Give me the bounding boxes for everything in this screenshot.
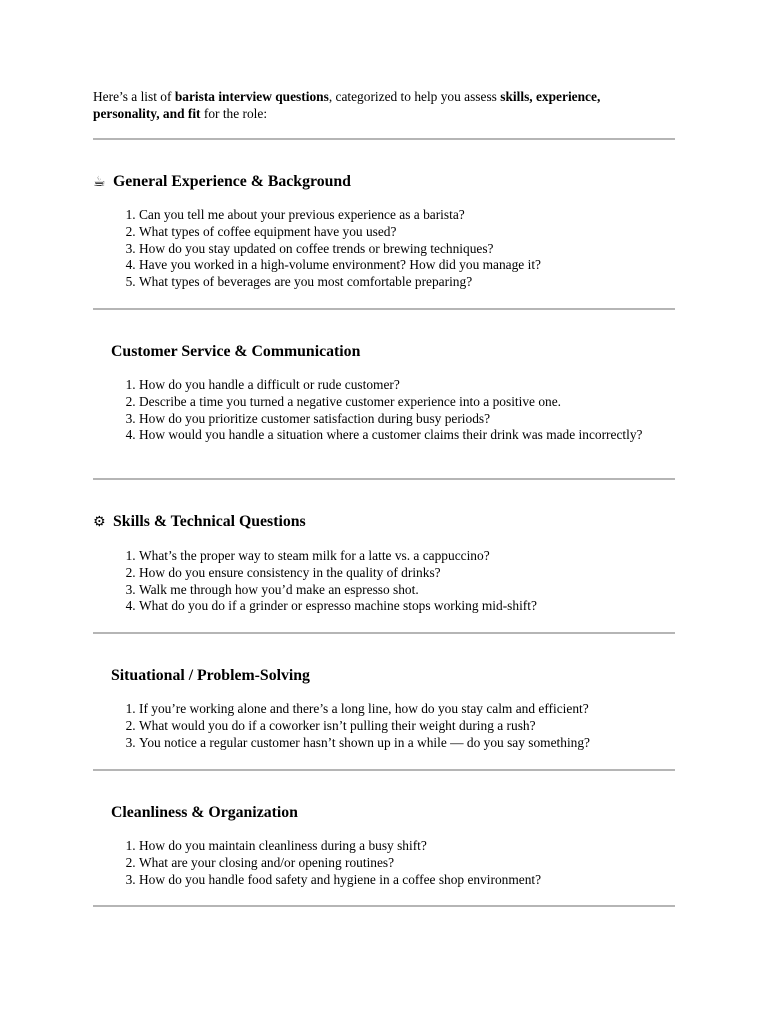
list-item: 5. What types of beverages are you most comfortable preparing? xyxy=(139,274,679,291)
list-item: 4. Have you worked in a high-volume environment? How did you manage it? xyxy=(139,257,679,274)
section-title: General Experience & Background xyxy=(113,173,351,190)
section-divider xyxy=(93,905,675,907)
list-item: 3. Walk me through how you’d make an espresso shot. xyxy=(139,582,679,599)
list-item: 2. What are your closing and/or opening routines? xyxy=(139,855,679,872)
list-item: 1. How do you maintain cleanliness during a busy shift? xyxy=(139,838,679,855)
question-list-customer-service xyxy=(93,377,679,444)
list-item: 3. How do you handle food safety and hygiene in a coffee shop environment? xyxy=(139,872,679,889)
list-item: 2. What types of coffee equipment have you used? xyxy=(139,224,679,241)
list-item: 1. If you’re working alone and there’s a long line, how do you stay calm and efficient? xyxy=(139,701,679,718)
section-title: Customer Service & Communication xyxy=(111,343,361,360)
list-item: 2. Describe a time you turned a negative customer experience into a positive one. xyxy=(139,394,679,411)
section-divider xyxy=(93,632,675,634)
section-heading-situational xyxy=(111,666,310,686)
section-heading-general-experience xyxy=(93,172,351,192)
list-item: 3. You notice a regular customer hasn’t shown up in a while — do you say something? xyxy=(139,735,679,752)
question-list-situational xyxy=(93,701,679,751)
coffee-cup-icon: ☕ xyxy=(93,174,106,190)
list-item: 2. What would you do if a coworker isn’t pulling their weight during a rush? xyxy=(139,718,679,735)
intro-bold: skills, experience, personality, and fit xyxy=(93,89,601,121)
section-title: Skills & Technical Questions xyxy=(113,513,306,530)
question-list-cleanliness xyxy=(93,838,679,888)
list-item: 1. Can you tell me about your previous experience as a barista? xyxy=(139,207,679,224)
section-heading-skills-technical xyxy=(93,512,306,532)
intro-paragraph xyxy=(93,88,653,122)
intro-text: for the role: xyxy=(200,106,268,121)
section-divider xyxy=(93,308,675,310)
intro-text: Here’s a list of xyxy=(93,89,175,104)
list-item: 2. How do you ensure consistency in the quality of drinks? xyxy=(139,565,679,582)
list-item: 4. How would you handle a situation where a customer claims their drink was made incorrectly? xyxy=(139,427,679,444)
list-item: 1. How do you handle a difficult or rude customer? xyxy=(139,377,679,394)
question-list-general-experience xyxy=(93,207,679,291)
section-heading-cleanliness xyxy=(111,803,298,823)
list-item: 3. How do you prioritize customer satisfaction during busy periods? xyxy=(139,411,679,428)
gear-icon: ⚙ xyxy=(93,514,106,530)
question-list-skills-technical xyxy=(93,548,679,615)
section-divider xyxy=(93,478,675,480)
list-item: 3. How do you stay updated on coffee trends or brewing techniques? xyxy=(139,241,679,258)
section-divider xyxy=(93,769,675,771)
section-title: Situational / Problem-Solving xyxy=(111,667,310,684)
list-item: 4. What do you do if a grinder or espresso machine stops working mid-shift? xyxy=(139,598,679,615)
section-divider xyxy=(93,138,675,140)
list-item: 1. What’s the proper way to steam milk for a latte vs. a cappuccino? xyxy=(139,548,679,565)
intro-text: , categorized to help you assess xyxy=(328,89,501,104)
section-heading-customer-service xyxy=(111,342,360,362)
section-title: Cleanliness & Organization xyxy=(111,804,298,821)
intro-bold: barista interview questions xyxy=(174,89,329,104)
